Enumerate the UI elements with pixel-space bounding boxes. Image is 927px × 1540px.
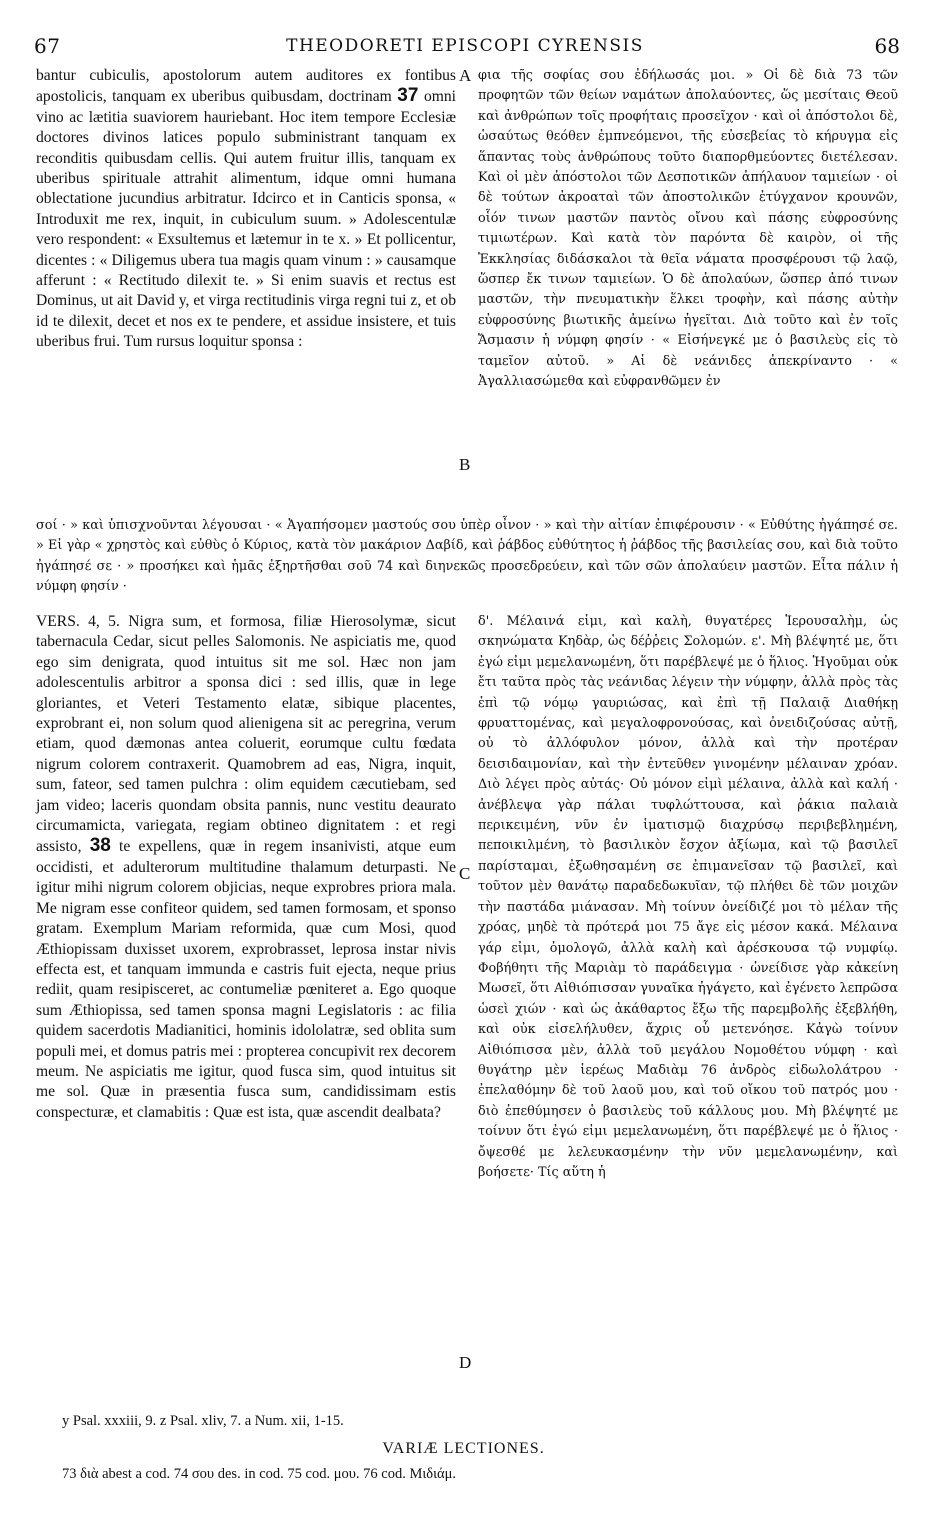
latin-paragraph-vers: VERS. 4, 5. Nigra sum, et formosa, filiæ Hierosolymæ, sicut tabernacula Cedar, sicut pelles Salomonis. Ne aspiciatis me, quod ego sim denigrata, quod intuitus sit me sol. Hæc non jam adolescentulis arbitror a sponsa dici : sed illis, quæ in lege gloriantes, et Veteri Testamento elatæ, sibique placentes, exprobrant ei, non solum quod alienigena sit ac peregrina, verum etiam, quod dæmonas antea coluerit, eorumque cultu fœdata nigrum colorem contraxerit. Quamobrem ad eas, Nigra, inquit, sum, fateor, sed tamen pulchra : olim equidem cæcutiebam, sed jam video; laceris quondam obsita pannis, nunc vestitu deaurato circumamicta, variegata, regiam obtineo dignitatem : et regi assisto, 38 te expellens, quæ in regem insanivisti, atque eum occidisti, et adulterorum multitudine thalamum deturpasti. Ne igitur mihi nigrum colorem objicias, neque exprobres priora mala. Me nigram esse confiteor quidem, sed tamen formosam, et sponso gratam. Exemplum Mariam reformida, quæ cum Mosi, quod Æthiopissam duxisset uxorem, exprobrasset, leprosa instar nivis effecta est, et tanquam immunda e castris fuit ejecta, neque prius rediit, quam resipisceret, ac contumeliæ pœniteret a. Ego quoque sum Æthiopissa, sed tamen sponsa magni Legislatoris : ac filia quidem sacerdotis Madianitici, hominis idololatræ, sed oblita sum populi mei, et domus patris mei : propterea concupivit rex decorem meum. Ne aspiciatis me igitur, quod fusca sim, quod intuitus sit me sol. Quæ in præsentia fusca sum, candidissimam estis conspecturæ, et clamabitis : Quæ est ista, quæ ascendit dealbata? (36, 613, 457, 1121)
latin-column-bottom (36, 612, 456, 1402)
variae-lectiones-title: VARIÆ LECTIONES. (382, 1440, 545, 1457)
column-marker-a: A (459, 66, 472, 85)
variae-lectiones-body: 73 διὰ abest a cod. 74 σου des. in cod. 75 cod. μου. 76 cod. Μιδιάμ. (62, 1466, 457, 1482)
column-number-38: 38 (89, 835, 111, 857)
column-marker-c: C (459, 864, 471, 883)
greek-column-top (478, 66, 898, 502)
greek-column-bottom (478, 612, 898, 1402)
latin-column-top (36, 66, 456, 502)
column-marker-b: B (459, 455, 471, 474)
column-marker-d: D (459, 1353, 472, 1372)
page-number-left: 67 (34, 34, 61, 58)
footnotes: y Psal. xxxiii, 9. z Psal. xliv, 7. a Num. xii, 1-15. (62, 1413, 344, 1429)
running-header (30, 34, 900, 60)
greek-full-width (36, 516, 898, 604)
greek-paragraph: φια τῆς σοφίας σου ἐδήλωσάς μοι. » Οἱ δὲ διὰ 73 τῶν προφητῶν τῶν θείων ναμάτων ἀπολαύοντες, ὥς μεσίταις Θεοῦ καὶ ἀνθρώπων τοῖς προφήταις προσεῖχον · καὶ οἱ ἀπόστολοι δὲ, ὡσαύτως θεόθεν ἐμπνεόμενοι, τῆς εὐσεβείας τὸ κήρυγμα εἰς ἅπαντας τοὺς ἀνθρώπους τοῦτο διαπορθμεύοντες διετέλεσαν. Καὶ οἱ μὲν ἀπόστολοι τῶν Δεσποτικῶν ἀπήλαυον ταμιείων · οἱ δὲ τούτων ἀκροαταὶ τῶν ἀποστολικῶν ἐτύγχανον κρουνῶν, οἷόν τινων μαστῶν παντὸς οἴνου καὶ πάσης εὐφροσύνης τιμιωτέρων. Καὶ κατὰ τὸν παρόντα δὲ καιρὸν, οἱ τῆς Ἐκκλησίας διδάσκαλοι τὰ θεῖα νάματα προσφέρουσι τῷ λαῷ, ὥσπερ ἔκ τινων ταμιείων. Ὁ δὲ ἀπολαύων, ὥσπερ ἀπό τινων μαστῶν, τὴν πνευματικὴν ἕλκει τροφὴν, καὶ πάσης αὐτὴν εὐφροσύνης βιωτικῆς ἀμείνω ἡγεῖται. Διὰ τοῦτο καὶ ἐν τοῖς Ἄσμασιν ἡ νύμφη φησίν · « Εἰσήνεγκέ με ὁ βασιλεὺς εἰς τὸ ταμεῖον αὐτοῦ. » Αἱ δὲ νεάνιδες ἀπεκρίναντο · « Ἀγαλλιασώμεθα καὶ εὐφρανθῶμεν ἐν (478, 68, 898, 390)
running-title: THEODORETI EPISCOPI CYRENSIS (286, 36, 644, 56)
greek-paragraph-vers: δ'. Μέλαινά εἰμι, καὶ καλὴ, θυγατέρες Ἱερουσαλὴμ, ὡς σκηνώματα Κηδὰρ, ὡς δέῤῥεις Σολομών. ε'. Μὴ βλέψητέ με, ὅτι ἐγώ εἰμι μεμελανωμένη, ὅτι παρέβλεψέ με ὁ ἥλιος. Ἡγοῦμαι οὐκ ἔτι ταῦτα πρὸς τὰς νεάνιδας λέγειν τὴν νύμφην, ἀλλὰ πρὸς τὰς ἐπὶ τῷ νόμῳ γαυριώσας, καὶ ἐπὶ τῇ Παλαιᾷ Διαθήκῃ φρυαττομένας, καὶ μεγαλοφρονούσας, καὶ ὀνειδιζούσας αὐτῇ, οὐ τὸ ἀλλόφυλον μόνον, ἀλλὰ καὶ τὴν προτέραν δεισιδαιμονίαν, καὶ τὴν ἐντεῦθεν γινομένην μέλαιναν χρόαν. Διὸ λέγει πρὸς αὐτάς· Οὐ μόνον εἰμὶ μέλαινα, ἀλλὰ καὶ καλή · ἀνέβλεψα γὰρ πάλαι τυφλώττουσα, καὶ ῥάκια παλαιὰ περικειμένη, νῦν ἐν ἱματισμῷ διαχρύσῳ περιβεβλημένη, πεποικιλμένη, τὸ βασιλικὸν ἔσχον ἀξίωμα, καὶ τῷ βασιλεῖ παρίσταμαι, ἐξωθησαμένη σε ἐπιμανεῖσαν τῷ βασιλεῖ, καὶ τοῦτον μὲν θανάτῳ παραδεδωκυῖαν, τῷ πλήθει δὲ τῶν μοιχῶν τὴν παστάδα μιάνασαν. Μὴ τοίνυν ὀνείδιζέ μοι τὸ μέλαν τῆς χρόας, μηδὲ τὰ πρότερά μοι 75 ἄγε εἰς μέσον κακά. Μέλαινα γάρ εἰμι, ὁμολογῶ, ἀλλὰ καλὴ καὶ ἀρέσκουσα τῷ νυμφίῳ. Φοβήθητι τῆς Μαριὰμ τὸ παράδειγμα · ὠνείδισε γὰρ κἀκείνη Μωσεῖ, ὅτι Αἰθιόπισσαν γυναῖκα ἠγάγετο, καὶ ἐγένετο λεπρῶσα ὡσεὶ χιών · καὶ ὡς ἀκάθαρτος ἔξω τῆς παρεμβολῆς ἐξεβλήθη, καὶ οὐκ εἰσελήλυθεν, ἄχρις οὗ μετενόησε. Κἀγὼ τοίνυν Αἰθιόπισσα μὲν, ἀλλὰ τοῦ μεγάλου Νομοθέτου νύμφη · καὶ θυγάτηρ μὲν ἱερέως Μαδιὰμ 76 ἀνδρὸς εἰδωλολάτρου · ἐπελαθόμην δὲ τοῦ λαοῦ μου, καὶ τοῦ οἴκου τοῦ πατρός μου · διὸ ἐπεθύμησεν ὁ βασιλεὺς τοῦ κάλλους μου. Μὴ βλέψητέ με τοίνυν ὅτι ἐγώ εἰμι μεμελανωμένη, ὅτι παρέβλεψέ με ὁ ἥλιος · ὄψεσθέ με λελευκασμένην τὴν νῦν μεμελανωμένην, καὶ βοήσετε· Τίς αὕτη ἡ (478, 614, 898, 1180)
page-number-right: 68 (874, 34, 900, 58)
column-number-37: 37 (397, 85, 419, 107)
latin-paragraph: bantur cubiculis, apostolorum autem auditores ex fontibus apostolicis, tanquam ex uberibus quibusdam, doctrinam 37 omni vino ac lætitia suaviorem hauriebant. Hoc item tempore Ecclesiæ doctores divinos latices populo subministrant tanquam ex reconditis quibusdam cellis. Qui autem fruitur illis, tanquam ex uberibus spirituale attrahit alimentum, idque omni humana oblectatione jucundius arbitratur. Idcirco et in Canticis sponsa, « Introduxit me rex, inquit, in cubiculum suum. » Adolescentulæ vero respondent: « Exsultemus et lætemur in te x. » Et pollicentur, dicentes : « Diligemus ubera tua magis quam vinum : » causamque afferunt : « Rectitudo dilexit te. » Si enim suavis et rectus est Dominus, ut ait David y, et virga rectitudinis virga regni tui z, et ob id te dilexit, decet et nos ex te pendere, et assidue insistere, et tuis uberibus frui. Tum rursus loquitur sponsa : (36, 67, 457, 351)
greek-paragraph-full: σοί · » καὶ ὑπισχνοῦνται λέγουσαι · « Ἀγαπήσομεν μαστούς σου ὑπὲρ οἶνον · » καὶ τὴν αἰτίαν ἐπιφέρουσιν · « Εὐθύτης ἠγάπησέ σε. » Εἰ γὰρ « χρηστὸς καὶ εὐθὺς ὁ Κύριος, κατὰ τὸν μακάριον Δαβίδ, καὶ ῥάβδος εὐθύτητος ἡ ῥάβδος τῆς βασιλείας σου, καὶ διὰ τοῦτο ἠγάπησέ σε · » προσήκει καὶ ἡμᾶς ἐξηρτῆσθαι σοῦ 74 καὶ διηνεκῶς προσεδρεύειν, καὶ τῶν σῶν ἀπολαύειν μαστῶν. Εἶτα πάλιν ἡ νύμφη φησίν · (36, 518, 898, 595)
